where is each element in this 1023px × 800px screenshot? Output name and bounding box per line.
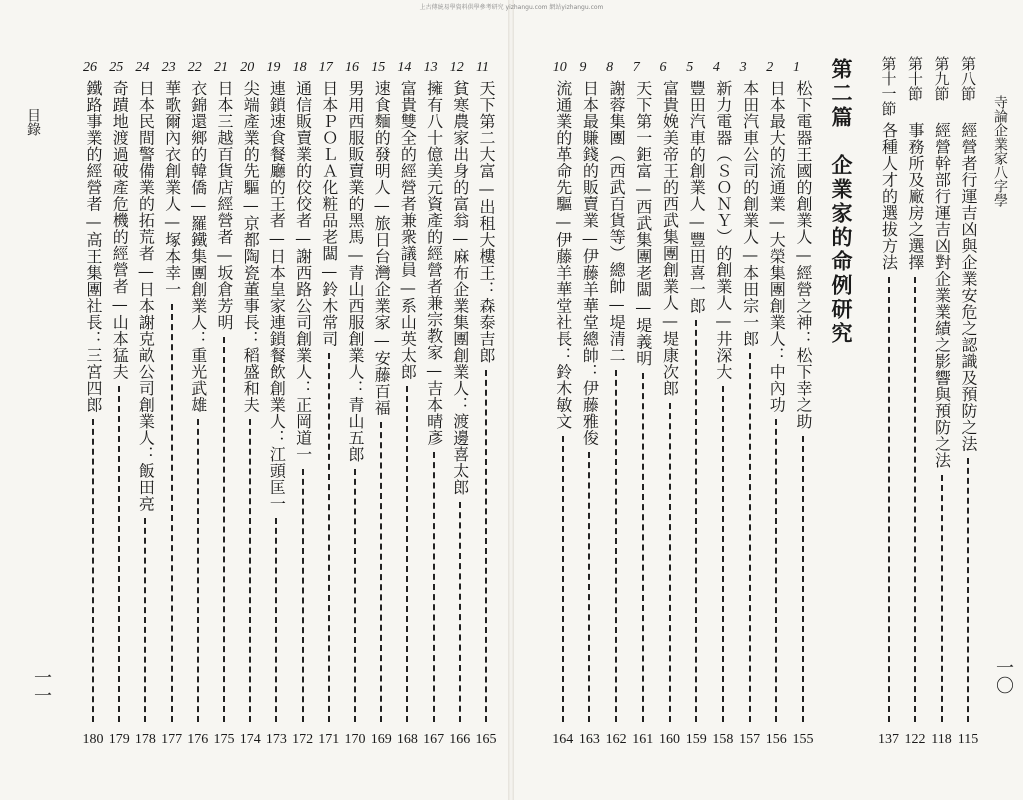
running-title: 寺論企業家八字學 bbox=[992, 95, 1008, 207]
leader-dots bbox=[749, 353, 751, 722]
entry-title: 日本最大的流通業—大榮集團創業人：中內功 bbox=[767, 80, 787, 413]
leader-dots bbox=[302, 469, 304, 722]
entry-number: 4 bbox=[712, 60, 720, 75]
entry-title: 尖端產業的先驅—京都陶瓷董事長：稻盛和夫 bbox=[241, 80, 261, 413]
leader-dots bbox=[941, 475, 943, 722]
entry-number: 17 bbox=[318, 60, 333, 75]
entry-number: 2 bbox=[766, 60, 774, 75]
leader-dots bbox=[695, 320, 697, 722]
leader-dots bbox=[171, 304, 173, 722]
entry-page-number: 170 bbox=[344, 732, 366, 747]
leader-dots bbox=[249, 419, 251, 722]
entry-title: 衣錦還鄉的韓僑—羅鐵集團創業人：重光武雄 bbox=[188, 80, 208, 413]
entry-number: 20 bbox=[240, 60, 255, 75]
entry-number: 22 bbox=[187, 60, 202, 75]
leader-dots bbox=[328, 353, 330, 722]
entry-number: 10 bbox=[552, 60, 567, 75]
entry-number: 第十節 bbox=[906, 56, 924, 101]
entry-title: 連鎖速食餐廳的王者—日本皇家連鎖餐飲創業人：江頭匡一 bbox=[267, 80, 287, 512]
entry-page-number: 157 bbox=[739, 732, 761, 747]
entry-number: 9 bbox=[579, 60, 587, 75]
leader-dots bbox=[485, 370, 487, 722]
entry-title: 貧寒農家出身的富翁—麻布企業集團創業人：渡邊喜太郎 bbox=[450, 80, 470, 496]
entry-page-number: 174 bbox=[239, 732, 261, 747]
entry-page-number: 163 bbox=[578, 732, 600, 747]
entry-number: 1 bbox=[793, 60, 800, 75]
entry-page-number: 169 bbox=[370, 732, 392, 747]
entry-page-number: 173 bbox=[265, 732, 287, 747]
entry-page-number: 166 bbox=[449, 732, 471, 747]
leader-dots bbox=[223, 337, 225, 722]
entry-title: 日本最賺錢的販賣業—伊藤羊華堂總帥：伊藤雅俊 bbox=[580, 80, 600, 446]
leader-dots bbox=[802, 436, 804, 722]
entry-number: 23 bbox=[161, 60, 176, 75]
entry-page-number: 176 bbox=[187, 732, 209, 747]
entry-page-number: 177 bbox=[161, 732, 183, 747]
leader-dots bbox=[615, 370, 617, 722]
entry-page-number: 179 bbox=[108, 732, 130, 747]
entry-number: 8 bbox=[606, 60, 614, 75]
entry-number: 21 bbox=[214, 60, 228, 75]
entry-title: 天下第二大富—出租大樓王：森泰吉郎 bbox=[477, 80, 496, 364]
entry-page-number: 175 bbox=[213, 732, 235, 747]
entry-page-number: 180 bbox=[82, 732, 104, 747]
entry-number: 5 bbox=[686, 60, 694, 75]
entry-title: 奇蹟地渡過破產危機的經營者—山本猛夫 bbox=[110, 80, 130, 380]
entry-title: 流通業的革命先驅—伊藤羊華堂社長：鈴木敏文 bbox=[553, 80, 573, 430]
entry-title: 各種人才的選拔方法 bbox=[879, 122, 899, 271]
entry-page-number: 137 bbox=[878, 732, 899, 747]
entry-number: 19 bbox=[266, 60, 281, 75]
book-gutter bbox=[508, 0, 514, 800]
entry-page-number: 122 bbox=[904, 732, 926, 747]
entry-title: 日本三越百貨店經營者—坂倉芳明 bbox=[215, 80, 234, 331]
entry-page-number: 167 bbox=[423, 732, 445, 747]
entry-page-number: 164 bbox=[552, 732, 574, 747]
leader-dots bbox=[118, 386, 120, 722]
entry-number: 第十一節 bbox=[879, 56, 898, 116]
leader-dots bbox=[588, 452, 590, 722]
entry-title: 華歌爾內衣創業人—塚本幸一 bbox=[162, 80, 182, 298]
entry-title: 本田汽車公司的創業人—本田宗一郎 bbox=[740, 80, 760, 347]
entry-number: 第九節 bbox=[932, 56, 951, 101]
entry-number: 7 bbox=[632, 60, 640, 75]
watermark: 上古傳統易學資料供學參考研究 yizhangu.com 網站yizhangu.com bbox=[419, 4, 604, 11]
leader-dots bbox=[722, 386, 724, 722]
entry-number: 13 bbox=[423, 60, 438, 75]
leader-dots bbox=[669, 403, 671, 722]
leader-dots bbox=[275, 518, 277, 722]
left-folio: 一一 bbox=[31, 668, 52, 704]
entry-page-number: 159 bbox=[685, 732, 707, 747]
entry-title: 經營幹部行運吉凶對企業業績之影響與預防之法 bbox=[932, 122, 952, 469]
entry-page-number: 161 bbox=[632, 732, 654, 747]
leader-dots bbox=[380, 422, 382, 722]
entry-number: 18 bbox=[292, 60, 307, 75]
entry-page-number: 178 bbox=[134, 732, 156, 747]
leader-dots bbox=[888, 277, 890, 722]
entry-number: 3 bbox=[739, 60, 747, 75]
leader-dots bbox=[197, 419, 199, 722]
entry-title: 男用西服販賣業的黑馬—青山西服創業人：青山五郎 bbox=[346, 80, 365, 463]
leader-dots bbox=[92, 419, 94, 722]
entry-title: 日本ＰＯＬＡ化粧品老闆—鈴木常司 bbox=[319, 80, 339, 347]
entry-number: 24 bbox=[135, 60, 150, 75]
entry-number: 12 bbox=[449, 60, 464, 75]
entry-number: 16 bbox=[345, 60, 359, 75]
entry-title: 事務所及廠房之選擇 bbox=[906, 122, 925, 271]
leader-dots bbox=[775, 419, 777, 722]
entry-page-number: 162 bbox=[605, 732, 627, 747]
right-folio: 一〇 bbox=[993, 658, 1014, 694]
entry-title: 鐵路事業的經營者—高王集團社長：三宮四郎 bbox=[84, 80, 103, 413]
entry-page-number: 156 bbox=[765, 732, 787, 747]
entry-page-number: 172 bbox=[292, 732, 314, 747]
entry-page-number: 168 bbox=[396, 732, 418, 747]
leader-dots bbox=[967, 458, 969, 722]
entry-number: 6 bbox=[659, 60, 667, 75]
entry-page-number: 158 bbox=[712, 732, 734, 747]
entry-title: 日本民間警備業的拓荒者—日本謝克畝公司創業人：飯田亮 bbox=[136, 80, 156, 512]
entry-number: 第八節 bbox=[959, 56, 977, 101]
leader-dots bbox=[144, 518, 146, 722]
entry-title: 謝蓉集團（西武百貨等）總帥—堤清二 bbox=[607, 80, 627, 364]
entry-number: 26 bbox=[83, 60, 97, 75]
entry-title: 新力電器（ＳＯＮＹ）的創業人—井深大 bbox=[713, 80, 733, 380]
entry-title: 松下電器王國的創業人—經營之神：松下幸之助 bbox=[794, 80, 813, 430]
entry-title: 富貴雙全的經營者兼衆議員—系山英太郎 bbox=[398, 80, 418, 380]
leader-dots bbox=[406, 386, 408, 722]
entry-title: 富貴娩美帝王的西武集團創業人—堤康次郎 bbox=[660, 80, 680, 397]
entry-page-number: 118 bbox=[931, 732, 952, 747]
leader-dots bbox=[459, 502, 461, 722]
entry-number: 14 bbox=[397, 60, 412, 75]
running-label: 目錄 bbox=[25, 108, 41, 136]
leader-dots bbox=[642, 373, 644, 722]
entry-page-number: 160 bbox=[659, 732, 680, 747]
entry-page-number: 155 bbox=[792, 732, 814, 747]
entry-page-number: 115 bbox=[957, 732, 979, 747]
entry-number: 25 bbox=[109, 60, 124, 75]
entry-title: 速食麵的發明人—旅日台灣企業家—安藤百福 bbox=[372, 80, 392, 416]
leader-dots bbox=[354, 469, 356, 722]
leader-dots bbox=[562, 436, 564, 722]
leader-dots bbox=[914, 277, 916, 722]
leader-dots bbox=[433, 452, 435, 722]
entry-number: 11 bbox=[476, 60, 489, 75]
part-title: 第二篇 企業家的命例研究 bbox=[829, 58, 854, 346]
entry-title: 豐田汽車的創業人—豐田喜一郎 bbox=[687, 80, 707, 314]
entry-title: 通信販賣業的佼佼者—謝西路公司創業人：正岡道一 bbox=[293, 80, 313, 463]
entry-number: 15 bbox=[371, 60, 386, 75]
entry-page-number: 171 bbox=[318, 732, 340, 747]
entry-title: 經營者行運吉凶與企業安危之認識及預防之法 bbox=[959, 122, 978, 452]
entry-title: 天下第一鉅富—西武集團老闆—堤義明 bbox=[633, 80, 653, 367]
entry-page-number: 165 bbox=[475, 732, 497, 747]
entry-title: 擁有八十億美元資產的經營者兼宗教家—吉本晴彥 bbox=[424, 80, 444, 446]
